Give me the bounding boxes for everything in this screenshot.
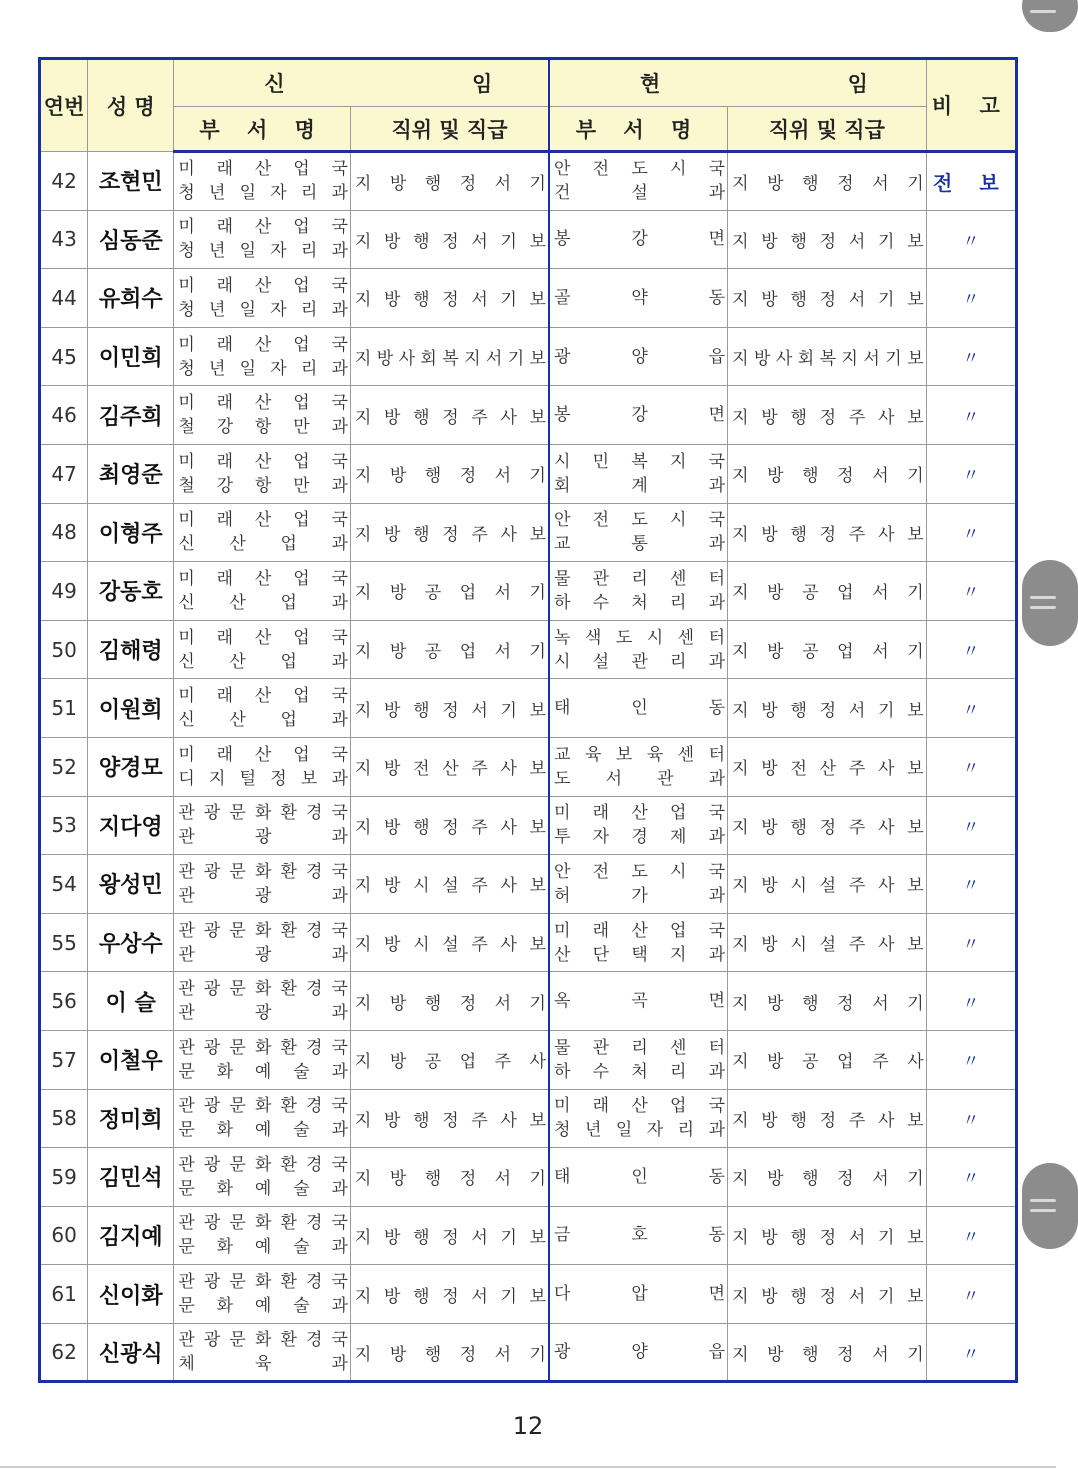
table-row xyxy=(40,269,1017,328)
row-seq: 46 xyxy=(40,386,88,445)
row-seq: 50 xyxy=(40,620,88,679)
row-current-dept: 물 관 리 센 터 하 수 처 리 과 xyxy=(549,562,728,621)
header-new: 신 임 xyxy=(174,59,549,107)
row-new-dept: 미 래 산 업 국 신 산 업 과 xyxy=(174,679,351,738)
row-seq: 57 xyxy=(40,1030,88,1089)
row-current-rank: 지 방 전 산 주 사 보 xyxy=(728,737,927,796)
row-new-dept: 관 광 문 화 환 경 국 관 광 과 xyxy=(174,855,351,914)
row-current-rank: 지 방 행 정 서 기 xyxy=(728,1148,927,1207)
row-name: 이형주 xyxy=(88,503,174,562)
row-note: 〃 xyxy=(926,210,1016,269)
row-note: 〃 xyxy=(926,444,1016,503)
row-current-rank: 지 방 행 정 서 기 보 xyxy=(728,1206,927,1265)
row-name: 최영준 xyxy=(88,444,174,503)
row-note: 〃 xyxy=(926,1148,1016,1207)
header-new-dept: 부 서 명 xyxy=(174,107,351,152)
table-row xyxy=(40,1265,1017,1324)
row-note: 〃 xyxy=(926,620,1016,679)
row-name: 지다영 xyxy=(88,796,174,855)
row-name: 왕성민 xyxy=(88,855,174,914)
grip-icon xyxy=(1030,606,1056,609)
row-new-rank: 지 방 행 정 주 사 보 xyxy=(350,503,549,562)
header-note: 비 고 xyxy=(926,59,1016,152)
grip-icon xyxy=(1030,596,1056,599)
row-new-rank: 지 방 행 정 서 기 xyxy=(350,444,549,503)
table-row xyxy=(40,503,1017,562)
row-note: 〃 xyxy=(926,503,1016,562)
table-row xyxy=(40,444,1017,503)
row-name: 우상수 xyxy=(88,913,174,972)
table-row xyxy=(40,855,1017,914)
row-note: 〃 xyxy=(926,327,1016,386)
row-current-dept: 광 양 읍 xyxy=(549,1323,728,1382)
row-new-rank: 지 방 행 정 서 기 보 xyxy=(350,679,549,738)
row-new-dept: 미 래 산 업 국 신 산 업 과 xyxy=(174,620,351,679)
row-current-dept: 봉 강 면 xyxy=(549,386,728,445)
grip-icon xyxy=(1030,1209,1056,1212)
row-note: 〃 xyxy=(926,1030,1016,1089)
row-current-rank: 지 방 행 정 서 기 xyxy=(728,972,927,1031)
row-new-dept: 관 광 문 화 환 경 국 관 광 과 xyxy=(174,972,351,1031)
table-row xyxy=(40,152,1017,211)
grip-icon xyxy=(1030,10,1056,13)
row-new-rank: 지 방 시 설 주 사 보 xyxy=(350,913,549,972)
row-name: 강동호 xyxy=(88,562,174,621)
row-current-dept: 태 인 동 xyxy=(549,679,728,738)
row-seq: 61 xyxy=(40,1265,88,1324)
row-new-dept: 관 광 문 화 환 경 국 관 광 과 xyxy=(174,913,351,972)
row-current-dept: 물 관 리 센 터 하 수 처 리 과 xyxy=(549,1030,728,1089)
row-new-dept: 미 래 산 업 국 청 년 일 자 리 과 xyxy=(174,269,351,328)
row-name: 유희수 xyxy=(88,269,174,328)
row-new-rank: 지 방 공 업 서 기 xyxy=(350,562,549,621)
row-current-rank: 지 방 공 업 서 기 xyxy=(728,562,927,621)
row-seq: 51 xyxy=(40,679,88,738)
page-scroll-tab-top[interactable] xyxy=(1022,0,1078,32)
row-new-rank: 지 방 행 정 서 기 xyxy=(350,1148,549,1207)
header-current-dept: 부 서 명 xyxy=(549,107,728,152)
row-new-rank: 지 방 행 정 서 기 xyxy=(350,1323,549,1382)
row-new-rank: 지 방 행 정 서 기 보 xyxy=(350,1206,549,1265)
row-note: 〃 xyxy=(926,269,1016,328)
row-new-rank: 지 방 행 정 서 기 xyxy=(350,972,549,1031)
row-note: 〃 xyxy=(926,386,1016,445)
row-current-dept: 금 호 동 xyxy=(549,1206,728,1265)
row-note: 〃 xyxy=(926,1089,1016,1148)
row-new-dept: 미 래 산 업 국 철 강 항 만 과 xyxy=(174,386,351,445)
row-new-dept: 관 광 문 화 환 경 국 문 화 예 술 과 xyxy=(174,1148,351,1207)
row-seq: 59 xyxy=(40,1148,88,1207)
row-current-rank: 지 방 시 설 주 사 보 xyxy=(728,855,927,914)
row-seq: 52 xyxy=(40,737,88,796)
row-current-rank: 지 방 행 정 주 사 보 xyxy=(728,1089,927,1148)
table-row xyxy=(40,1323,1017,1382)
table-row xyxy=(40,737,1017,796)
row-new-rank: 지 방 행 정 서 기 보 xyxy=(350,1265,549,1324)
page-number: 12 xyxy=(512,1412,544,1440)
table-row xyxy=(40,972,1017,1031)
row-new-rank: 지 방 행 정 주 사 보 xyxy=(350,386,549,445)
row-new-dept: 관 광 문 화 환 경 국 문 화 예 술 과 xyxy=(174,1089,351,1148)
row-current-rank: 지 방 행 정 서 기 보 xyxy=(728,679,927,738)
row-seq: 62 xyxy=(40,1323,88,1382)
row-new-dept: 관 광 문 화 환 경 국 체 육 과 xyxy=(174,1323,351,1382)
row-current-rank: 지 방 행 정 서 기 보 xyxy=(728,269,927,328)
row-name: 김지예 xyxy=(88,1206,174,1265)
bottom-divider xyxy=(0,1466,1056,1468)
page-scroll-tab-middle[interactable] xyxy=(1022,560,1078,646)
row-seq: 49 xyxy=(40,562,88,621)
table-row xyxy=(40,1089,1017,1148)
row-new-rank: 지 방 공 업 서 기 xyxy=(350,620,549,679)
row-new-rank: 지 방 사 회 복 지 서 기 보 xyxy=(350,327,549,386)
row-new-dept: 관 광 문 화 환 경 국 문 화 예 술 과 xyxy=(174,1030,351,1089)
row-seq: 60 xyxy=(40,1206,88,1265)
row-seq: 44 xyxy=(40,269,88,328)
row-note: 〃 xyxy=(926,1265,1016,1324)
row-note: 〃 xyxy=(926,1323,1016,1382)
row-note: 〃 xyxy=(926,913,1016,972)
row-current-dept: 녹 색 도 시 센 터 시 설 관 리 과 xyxy=(549,620,728,679)
row-new-dept: 미 래 산 업 국 디 지 털 정 보 과 xyxy=(174,737,351,796)
table-row xyxy=(40,679,1017,738)
header-current-rank: 직위 및 직급 xyxy=(728,107,927,152)
header-name: 성 명 xyxy=(88,59,174,152)
row-note: 전 보 xyxy=(926,152,1016,211)
row-new-rank: 지 방 행 정 주 사 보 xyxy=(350,1089,549,1148)
row-seq: 55 xyxy=(40,913,88,972)
row-current-rank: 지 방 행 정 서 기 xyxy=(728,152,927,211)
row-name: 김주희 xyxy=(88,386,174,445)
row-current-rank: 지 방 행 정 서 기 xyxy=(728,444,927,503)
row-name: 신광식 xyxy=(88,1323,174,1382)
table-row xyxy=(40,620,1017,679)
row-name: 이 슬 xyxy=(88,972,174,1031)
row-new-rank: 지 방 시 설 주 사 보 xyxy=(350,855,549,914)
table-row xyxy=(40,1148,1017,1207)
row-name: 이철우 xyxy=(88,1030,174,1089)
table-row xyxy=(40,1206,1017,1265)
row-new-dept: 미 래 산 업 국 신 산 업 과 xyxy=(174,562,351,621)
personnel-table xyxy=(38,57,1018,1383)
table-row xyxy=(40,562,1017,621)
row-new-dept: 미 래 산 업 국 청 년 일 자 리 과 xyxy=(174,152,351,211)
table-row xyxy=(40,327,1017,386)
row-seq: 54 xyxy=(40,855,88,914)
row-seq: 45 xyxy=(40,327,88,386)
row-seq: 43 xyxy=(40,210,88,269)
row-new-dept: 관 광 문 화 환 경 국 문 화 예 술 과 xyxy=(174,1206,351,1265)
table-row xyxy=(40,386,1017,445)
row-note: 〃 xyxy=(926,562,1016,621)
row-current-rank: 지 방 행 정 주 사 보 xyxy=(728,503,927,562)
row-current-rank: 지 방 행 정 서 기 보 xyxy=(728,210,927,269)
header-current: 현 임 xyxy=(549,59,926,107)
row-current-dept: 옥 곡 면 xyxy=(549,972,728,1031)
row-name: 신이화 xyxy=(88,1265,174,1324)
row-note: 〃 xyxy=(926,855,1016,914)
table-row xyxy=(40,796,1017,855)
row-seq: 53 xyxy=(40,796,88,855)
row-name: 양경모 xyxy=(88,737,174,796)
grip-icon xyxy=(1030,1199,1056,1202)
table-row xyxy=(40,1030,1017,1089)
row-current-dept: 태 인 동 xyxy=(549,1148,728,1207)
table-row xyxy=(40,913,1017,972)
row-name: 이민희 xyxy=(88,327,174,386)
row-note: 〃 xyxy=(926,1206,1016,1265)
row-new-dept: 관 광 문 화 환 경 국 관 광 과 xyxy=(174,796,351,855)
row-new-dept: 미 래 산 업 국 청 년 일 자 리 과 xyxy=(174,327,351,386)
row-note: 〃 xyxy=(926,796,1016,855)
row-current-dept: 광 양 읍 xyxy=(549,327,728,386)
row-current-dept: 안 전 도 시 국 건 설 과 xyxy=(549,152,728,211)
row-name: 조현민 xyxy=(88,152,174,211)
row-seq: 56 xyxy=(40,972,88,1031)
table-row xyxy=(40,210,1017,269)
row-current-dept: 미 래 산 업 국 청 년 일 자 리 과 xyxy=(549,1089,728,1148)
row-current-dept: 안 전 도 시 국 교 통 과 xyxy=(549,503,728,562)
row-seq: 48 xyxy=(40,503,88,562)
row-current-rank: 지 방 행 정 주 사 보 xyxy=(728,386,927,445)
page-scroll-tab-lower[interactable] xyxy=(1022,1163,1078,1249)
row-new-rank: 지 방 행 정 서 기 보 xyxy=(350,269,549,328)
row-current-rank: 지 방 행 정 서 기 보 xyxy=(728,1265,927,1324)
row-new-rank: 지 방 공 업 주 사 xyxy=(350,1030,549,1089)
row-name: 김해령 xyxy=(88,620,174,679)
header-new-rank: 직위 및 직급 xyxy=(350,107,549,152)
row-current-rank: 지 방 행 정 서 기 xyxy=(728,1323,927,1382)
row-current-dept: 시 민 복 지 국 회 계 과 xyxy=(549,444,728,503)
header-seq: 연번 xyxy=(40,59,88,152)
row-new-rank: 지 방 행 정 주 사 보 xyxy=(350,796,549,855)
row-name: 김민석 xyxy=(88,1148,174,1207)
row-current-dept: 교 육 보 육 센 터 도 서 관 과 xyxy=(549,737,728,796)
row-new-rank: 지 방 행 정 서 기 xyxy=(350,152,549,211)
row-name: 정미희 xyxy=(88,1089,174,1148)
row-current-dept: 다 압 면 xyxy=(549,1265,728,1324)
row-note: 〃 xyxy=(926,679,1016,738)
row-current-rank: 지 방 사 회 복 지 서 기 보 xyxy=(728,327,927,386)
row-current-dept: 미 래 산 업 국 투 자 경 제 과 xyxy=(549,796,728,855)
row-new-dept: 미 래 산 업 국 신 산 업 과 xyxy=(174,503,351,562)
row-note: 〃 xyxy=(926,737,1016,796)
row-seq: 47 xyxy=(40,444,88,503)
row-seq: 42 xyxy=(40,152,88,211)
row-current-dept: 미 래 산 업 국 산 단 택 지 과 xyxy=(549,913,728,972)
row-current-rank: 지 방 시 설 주 사 보 xyxy=(728,913,927,972)
row-name: 심동준 xyxy=(88,210,174,269)
row-new-dept: 관 광 문 화 환 경 국 문 화 예 술 과 xyxy=(174,1265,351,1324)
row-seq: 58 xyxy=(40,1089,88,1148)
row-new-dept: 미 래 산 업 국 철 강 항 만 과 xyxy=(174,444,351,503)
row-new-rank: 지 방 행 정 서 기 보 xyxy=(350,210,549,269)
row-current-dept: 봉 강 면 xyxy=(549,210,728,269)
row-current-rank: 지 방 공 업 서 기 xyxy=(728,620,927,679)
row-current-dept: 골 약 동 xyxy=(549,269,728,328)
row-note: 〃 xyxy=(926,972,1016,1031)
row-new-rank: 지 방 전 산 주 사 보 xyxy=(350,737,549,796)
row-current-dept: 안 전 도 시 국 허 가 과 xyxy=(549,855,728,914)
row-current-rank: 지 방 공 업 주 사 xyxy=(728,1030,927,1089)
row-new-dept: 미 래 산 업 국 청 년 일 자 리 과 xyxy=(174,210,351,269)
row-current-rank: 지 방 행 정 주 사 보 xyxy=(728,796,927,855)
row-name: 이원희 xyxy=(88,679,174,738)
